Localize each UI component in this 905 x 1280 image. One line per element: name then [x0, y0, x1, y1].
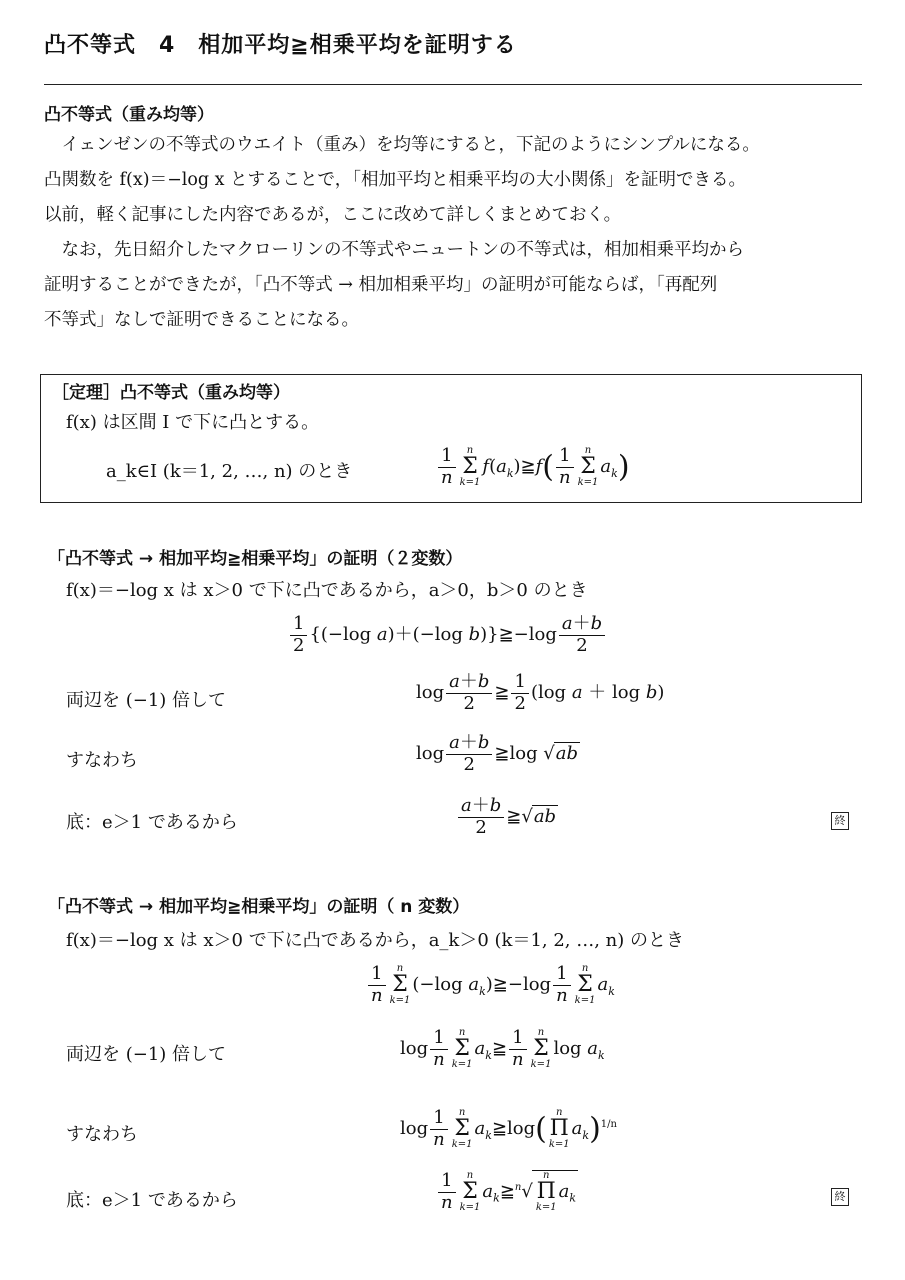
sigma-sum: n Σ k=1 — [577, 445, 599, 489]
proofn-eq1: $\frac{1}{n}$ n Σ k=1 (−log $a_k)≧-\log$ $\frac{1}{n}$ n Σ k=1 $a_k$ — [366, 964, 615, 1006]
intro-line-3: 以前，軽く記事にした内容であるが，ここに改めて詳しくまとめておく。 — [44, 205, 622, 225]
proofn-eq2: log $\frac{1}{n}$ n Σ k=1 $a_k≧$ $\frac{1}{n}$ n Σ k=1 $\log a_k$ — [400, 1027, 605, 1071]
section-heading-proof-2var: 「凸不等式 → 相加平均≧相乗平均」の証明（２変数） — [48, 549, 463, 569]
proof2-intro: f(x)＝−log x は x＞0 で下に凸であるから，a＞0，b＞0 のとき — [66, 580, 588, 601]
end-of-proof-mark: 終 — [831, 1188, 849, 1206]
intro-line-6: 不等式」なしで証明できることになる。 — [44, 310, 359, 330]
title-rule — [44, 84, 862, 85]
proofn-step-label-2: すなわち — [66, 1124, 138, 1145]
proof2-eq4: $\frac{a+b}{2}$ ≧√ab — [456, 796, 558, 838]
page-title: 凸不等式 4 相加平均≧相乗平均を証明する — [44, 33, 517, 58]
proofn-eq4: $\frac{1}{n}$ n Σ k=1 $a_k≧^n√$ n Π k=1 $a_k$ — [436, 1170, 578, 1213]
proof2-eq2: log $\frac{a+b}{2}$ ≧ $\frac{1}{2}$ (log a ＋ log b) — [416, 671, 665, 714]
intro-line-1: イェンゼンの不等式のウエイト（重み）を均等にすると，下記のようにシンプルになる。 — [44, 135, 760, 155]
section-heading-proof-nvar: 「凸不等式 → 相加平均≧相乗平均」の証明（ n 変数） — [48, 897, 470, 917]
intro-line-2: 凸関数を f(x)＝−log x とすることで，「相加平均と相乗平均の大小関係」を証明できる。 — [44, 170, 746, 190]
theorem-formula: $\frac{1}{n}$ n Σ k=1 $f(a_k)≧f$( $\frac{1}{n}$ n Σ k=1 $a_k$) — [436, 446, 630, 488]
sigma-sum: n Σ k=1 — [459, 445, 481, 489]
proof2-eq1: $\frac{1}{2}$ {(−log a)＋(−log b)}≧−log $\frac{a+b}{2}$ — [288, 614, 607, 656]
proofn-step-label-3: 底：e＞1 であるから — [66, 1190, 238, 1211]
proof2-step-label-1: 両辺を (−1) 倍して — [66, 690, 227, 711]
section-heading-weights: 凸不等式（重み均等） — [44, 105, 214, 125]
intro-paragraph — [44, 128, 760, 338]
proofn-step-label-1: 両辺を (−1) 倍して — [66, 1044, 227, 1065]
intro-line-4: なお，先日紹介したマクローリンの不等式やニュートンの不等式は，相加相乗平均から — [44, 240, 744, 260]
proof2-step-label-2: すなわち — [66, 750, 138, 771]
theorem-line-1: f(x) は区間 I で下に凸とする。 — [66, 412, 320, 433]
fraction-1-over-n: $\frac{1}{n}$ — [438, 446, 456, 488]
theorem-condition: a_k∈I (k＝1, 2, …, n) のとき — [106, 461, 353, 482]
proofn-intro: f(x)＝−log x は x＞0 で下に凸であるから，a_k＞0 (k＝1, 2, …, n) のとき — [66, 930, 685, 951]
proof2-step-label-3: 底：e＞1 であるから — [66, 812, 238, 833]
end-of-proof-mark: 終 — [831, 812, 849, 830]
proofn-eq3: log $\frac{1}{n}$ n Σ k=1 $a_k≧\log$( n Π k=1 $a_k)^{1/n}$ — [400, 1107, 617, 1151]
theorem-label: ［定理］凸不等式（重み均等） — [52, 383, 290, 403]
proof2-eq3: log $\frac{a+b}{2}$ ≧log √ab — [416, 732, 579, 775]
intro-line-5: 証明することができたが，「凸不等式 → 相加相乗平均」の証明が可能ならば，「再配列 — [44, 275, 718, 295]
fraction-1-over-n: $\frac{1}{n}$ — [556, 446, 574, 488]
